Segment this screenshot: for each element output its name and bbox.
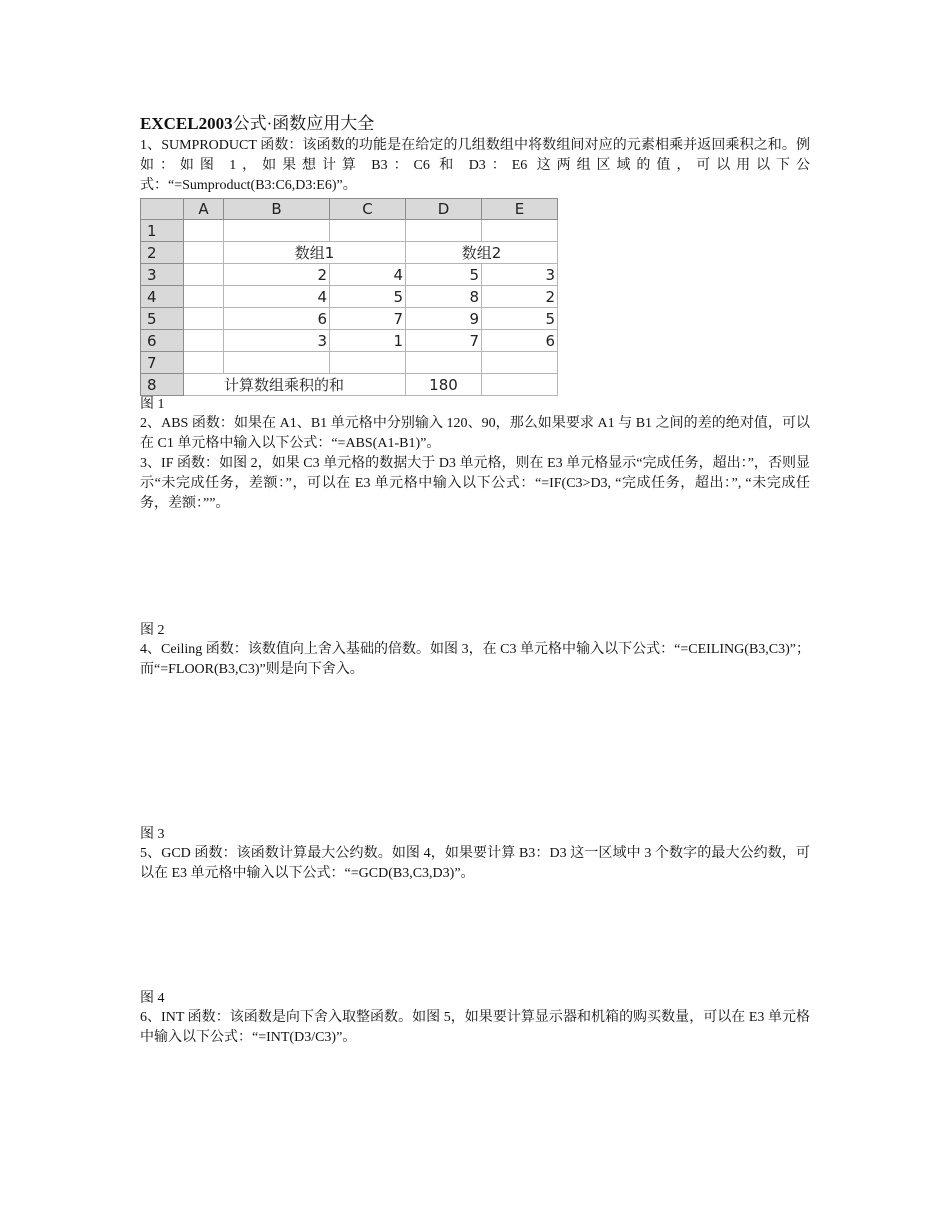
cell (330, 352, 406, 374)
row-header: 5 (141, 308, 184, 330)
cell-value: 5 (406, 264, 482, 286)
corner-cell (141, 199, 184, 220)
column-header-b: B (224, 199, 330, 220)
figure-4-placeholder (140, 884, 810, 990)
cell-value: 6 (224, 308, 330, 330)
title-bold: EXCEL2003 (140, 114, 233, 133)
paragraph-abs: 2、ABS 函数：如果在 A1、B1 单元格中分别输入 120、90，那么如果要求 A1 与 B1 之间的差的绝对值，可以在 C1 单元格中输入以下公式：“=ABS(A1-B1)”。 (140, 416, 810, 451)
cell (482, 220, 558, 242)
cell (330, 220, 406, 242)
cell (184, 286, 224, 308)
cell-value: 4 (330, 264, 406, 286)
sheet-row (141, 308, 558, 330)
paragraph-if: 3、IF 函数：如图 2，如果 C3 单元格的数据大于 D3 单元格，则在 E3 单元格显示“完成任务，超出：”，否则显示“未完成任务，差额：”，可以在 E3 单元格中输入以下公式：“=IF(C3>D3, “完成任务，超出：”, “未完成任务，差额：””。 (140, 456, 810, 511)
cell (184, 352, 224, 374)
cell (482, 374, 558, 396)
row-header: 3 (141, 264, 184, 286)
column-header-row (141, 199, 558, 220)
cell-value: 9 (406, 308, 482, 330)
document-page (140, 112, 810, 1048)
array2-label: 数组2 (406, 242, 558, 264)
sheet-row (141, 242, 558, 264)
cell (184, 220, 224, 242)
spreadsheet-figure-1 (140, 198, 558, 396)
cell-value: 5 (482, 308, 558, 330)
column-header-e: E (482, 199, 558, 220)
row-header: 4 (141, 286, 184, 308)
cell-value: 2 (224, 264, 330, 286)
paragraph-gcd: 5、GCD 函数：该函数计算最大公约数。如图 4，如果要计算 B3：D3 这一区域中 3 个数字的最大公约数，可以在 E3 单元格中输入以下公式：“=GCD(B3,C3,D3)”。 (140, 846, 810, 881)
row-header: 2 (141, 242, 184, 264)
cell (184, 242, 224, 264)
cell-value: 5 (330, 286, 406, 308)
cell-value: 3 (482, 264, 558, 286)
document-title (140, 112, 810, 136)
row-header: 8 (141, 374, 184, 396)
figure-3-caption: 图 3 (140, 827, 165, 842)
column-header-a: A (184, 199, 224, 220)
title-rest: 公式·函数应用大全 (232, 114, 375, 133)
sheet-row (141, 374, 558, 396)
column-header-c: C (330, 199, 406, 220)
cell-value: 6 (482, 330, 558, 352)
column-header-d: D (406, 199, 482, 220)
sum-value: 180 (406, 374, 482, 396)
paragraph-sumproduct: 1、SUMPRODUCT 函数：该函数的功能是在给定的几组数组中将数组间对应的元素相乘并返回乘积之和。例如：如图 1，如果想计算 B3：C6 和 D3：E6 这两组区域的值，可以用以下公式：“=Sumproduct(B3:C6,D3:E6)”。 (140, 138, 810, 193)
sum-label: 计算数组乘积的和 (184, 374, 406, 396)
array1-label: 数组1 (224, 242, 406, 264)
cell (406, 220, 482, 242)
figure-2-placeholder (140, 514, 810, 622)
cell (482, 352, 558, 374)
figure-1-caption: 图 1 (140, 397, 165, 412)
cell-value: 8 (406, 286, 482, 308)
sheet-row (141, 330, 558, 352)
cell (406, 352, 482, 374)
cell-value: 7 (406, 330, 482, 352)
cell (184, 264, 224, 286)
sheet-row (141, 220, 558, 242)
figure-4-caption: 图 4 (140, 991, 165, 1006)
row-header: 6 (141, 330, 184, 352)
row-header: 1 (141, 220, 184, 242)
sheet-row (141, 264, 558, 286)
row-header: 7 (141, 352, 184, 374)
cell-value: 7 (330, 308, 406, 330)
sheet-row (141, 286, 558, 308)
cell (184, 330, 224, 352)
cell-value: 4 (224, 286, 330, 308)
cell-value: 2 (482, 286, 558, 308)
cell (224, 220, 330, 242)
cell (224, 352, 330, 374)
figure-2-caption: 图 2 (140, 623, 165, 638)
paragraph-int: 6、INT 函数：该函数是向下舍入取整函数。如图 5，如果要计算显示器和机箱的购买数量，可以在 E3 单元格中输入以下公式：“=INT(D3/C3)”。 (140, 1010, 810, 1045)
cell (184, 308, 224, 330)
cell-value: 1 (330, 330, 406, 352)
paragraph-ceiling: 4、Ceiling 函数：该数值向上舍入基础的倍数。如图 3，在 C3 单元格中输入以下公式：“=CEILING(B3,C3)”；而“=FLOOR(B3,C3)”则是向下舍入。 (140, 642, 810, 677)
sheet-row (141, 352, 558, 374)
figure-3-placeholder (140, 680, 810, 826)
cell-value: 3 (224, 330, 330, 352)
